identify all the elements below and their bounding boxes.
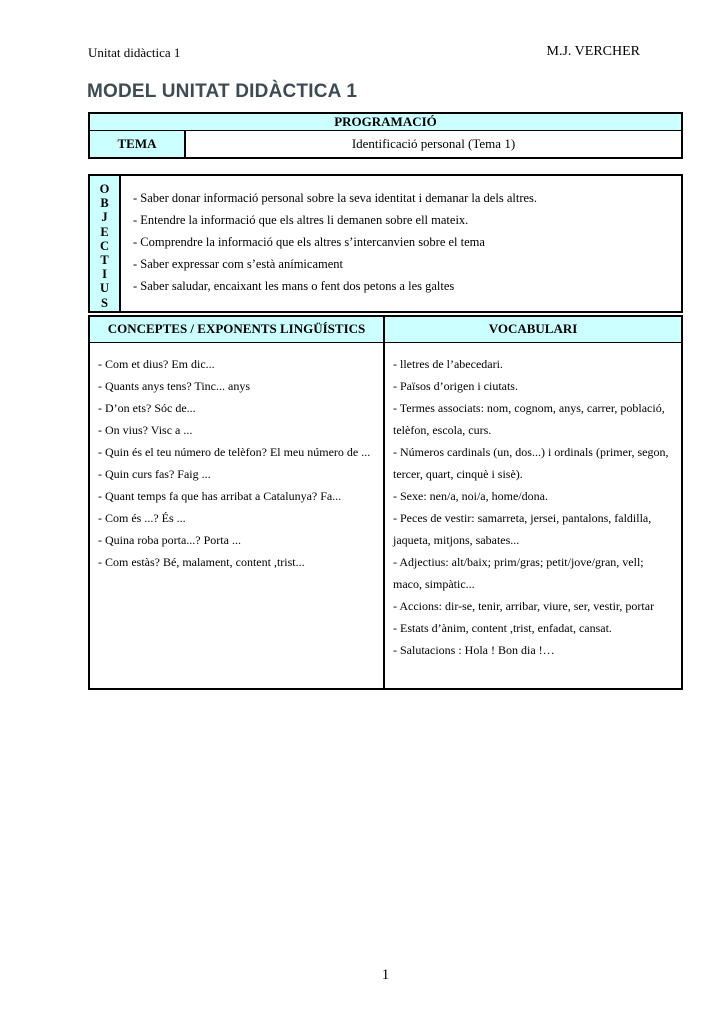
objectius-letter: J	[101, 210, 108, 225]
objectiu-item: - Saber saludar, encaixant les mans o fent dos petons a les galtes	[133, 279, 455, 293]
objectius-letter: E	[100, 224, 109, 239]
concepts-table-header-row	[90, 317, 681, 343]
vocabulary-item: - Adjectius: alt/baix; prim/gras; petit/jove/gran, vell; maco, simpàtic...	[393, 555, 644, 591]
concept-item: - Com és ...? És ...	[98, 511, 186, 525]
concepts-list-cell	[90, 343, 385, 688]
objectiu-item: - Saber expressar com s’està anímicament	[133, 257, 343, 271]
objectius-letter: U	[99, 281, 110, 296]
objectius-letter: O	[99, 182, 110, 196]
tema-label-cell: TEMA	[90, 131, 186, 157]
concept-item: - On vius? Visc a ...	[98, 423, 193, 437]
concept-item: - Quant temps fa que has arribat a Catalunya? Fa...	[98, 489, 342, 503]
objectius-list-cell	[121, 176, 681, 311]
programacio-table	[88, 112, 683, 159]
objectiu-item: - Saber donar informació personal sobre la seva identitat i demanar la dels altres.	[133, 191, 538, 205]
concepts-vocabulary-table	[88, 315, 683, 690]
vocabulary-item: - Termes associats: nom, cognom, anys, carrer, població, telèfon, escola, curs.	[393, 401, 665, 437]
running-header-author: M.J. VERCHER	[546, 44, 640, 59]
concept-item: - Com estàs? Bé, malament, content ,trist...	[98, 555, 305, 569]
concepts-table-body-row	[90, 343, 681, 688]
document-title: MODEL UNITAT DIDÀCTICA 1	[87, 81, 358, 102]
objectius-letter: I	[102, 267, 107, 282]
objectius-letter: B	[100, 196, 109, 211]
objectius-table	[88, 174, 683, 313]
objectius-letter: C	[99, 238, 110, 253]
concept-item: - D’on ets? Sóc de...	[98, 401, 196, 415]
tema-value-cell: Identificació personal (Tema 1)	[351, 136, 516, 151]
concept-item: - Quants anys tens? Tinc... anys	[98, 379, 250, 393]
tema-row	[90, 131, 681, 157]
objectiu-item: - Comprendre la informació que els altres s’intercanvien sobre el tema	[133, 235, 485, 249]
vocabulary-item: - Salutacions : Hola ! Bon dia !…	[393, 643, 555, 657]
objectius-letter: T	[100, 253, 109, 268]
objectiu-item: - Entendre la informació que els altres li demanen sobre ell mateix.	[133, 213, 469, 227]
vocabulary-item: - Sexe: nen/a, noi/a, home/dona.	[393, 489, 548, 503]
vocabulary-item: - Estats d’ànim, content ,trist, enfadat, cansat.	[393, 621, 612, 635]
concepts-column-header-cell: CONCEPTES / EXPONENTS LINGÜÍSTICS	[90, 317, 385, 342]
vocabulary-item: - Països d’origen i ciutats.	[393, 379, 518, 393]
objectius-vertical-label-cell	[90, 176, 121, 311]
concept-item: - Quin és el teu número de telèfon? El meu número de ...	[98, 445, 371, 459]
programacio-header-cell: PROGRAMACIÓ	[90, 114, 681, 131]
concept-item: - Quina roba porta...? Porta ...	[98, 533, 241, 547]
vocabulary-item: - Accions: dir-se, tenir, arribar, viure, ser, vestir, portar	[393, 599, 655, 613]
concept-item: - Com et dius? Em dic...	[98, 357, 215, 371]
vocabulary-column-header-cell: VOCABULARI	[488, 321, 578, 336]
concept-item: - Quin curs fas? Faig ...	[98, 467, 211, 481]
vocabulary-item: - Peces de vestir: samarreta, jersei, pantalons, faldilla, jaqueta, mitjons, sabates...	[393, 511, 652, 547]
vocabulary-item: - lletres de l’abecedari.	[393, 357, 503, 371]
objectius-letter: S	[101, 295, 108, 310]
vocabulary-list-cell	[385, 343, 681, 688]
vocabulary-item: - Números cardinals (un, dos...) i ordinals (primer, segon, tercer, quart, cinquè i sisè).	[393, 445, 669, 481]
running-header-left: Unitat didàctica 1	[88, 45, 181, 60]
page-number: 1	[381, 967, 390, 983]
